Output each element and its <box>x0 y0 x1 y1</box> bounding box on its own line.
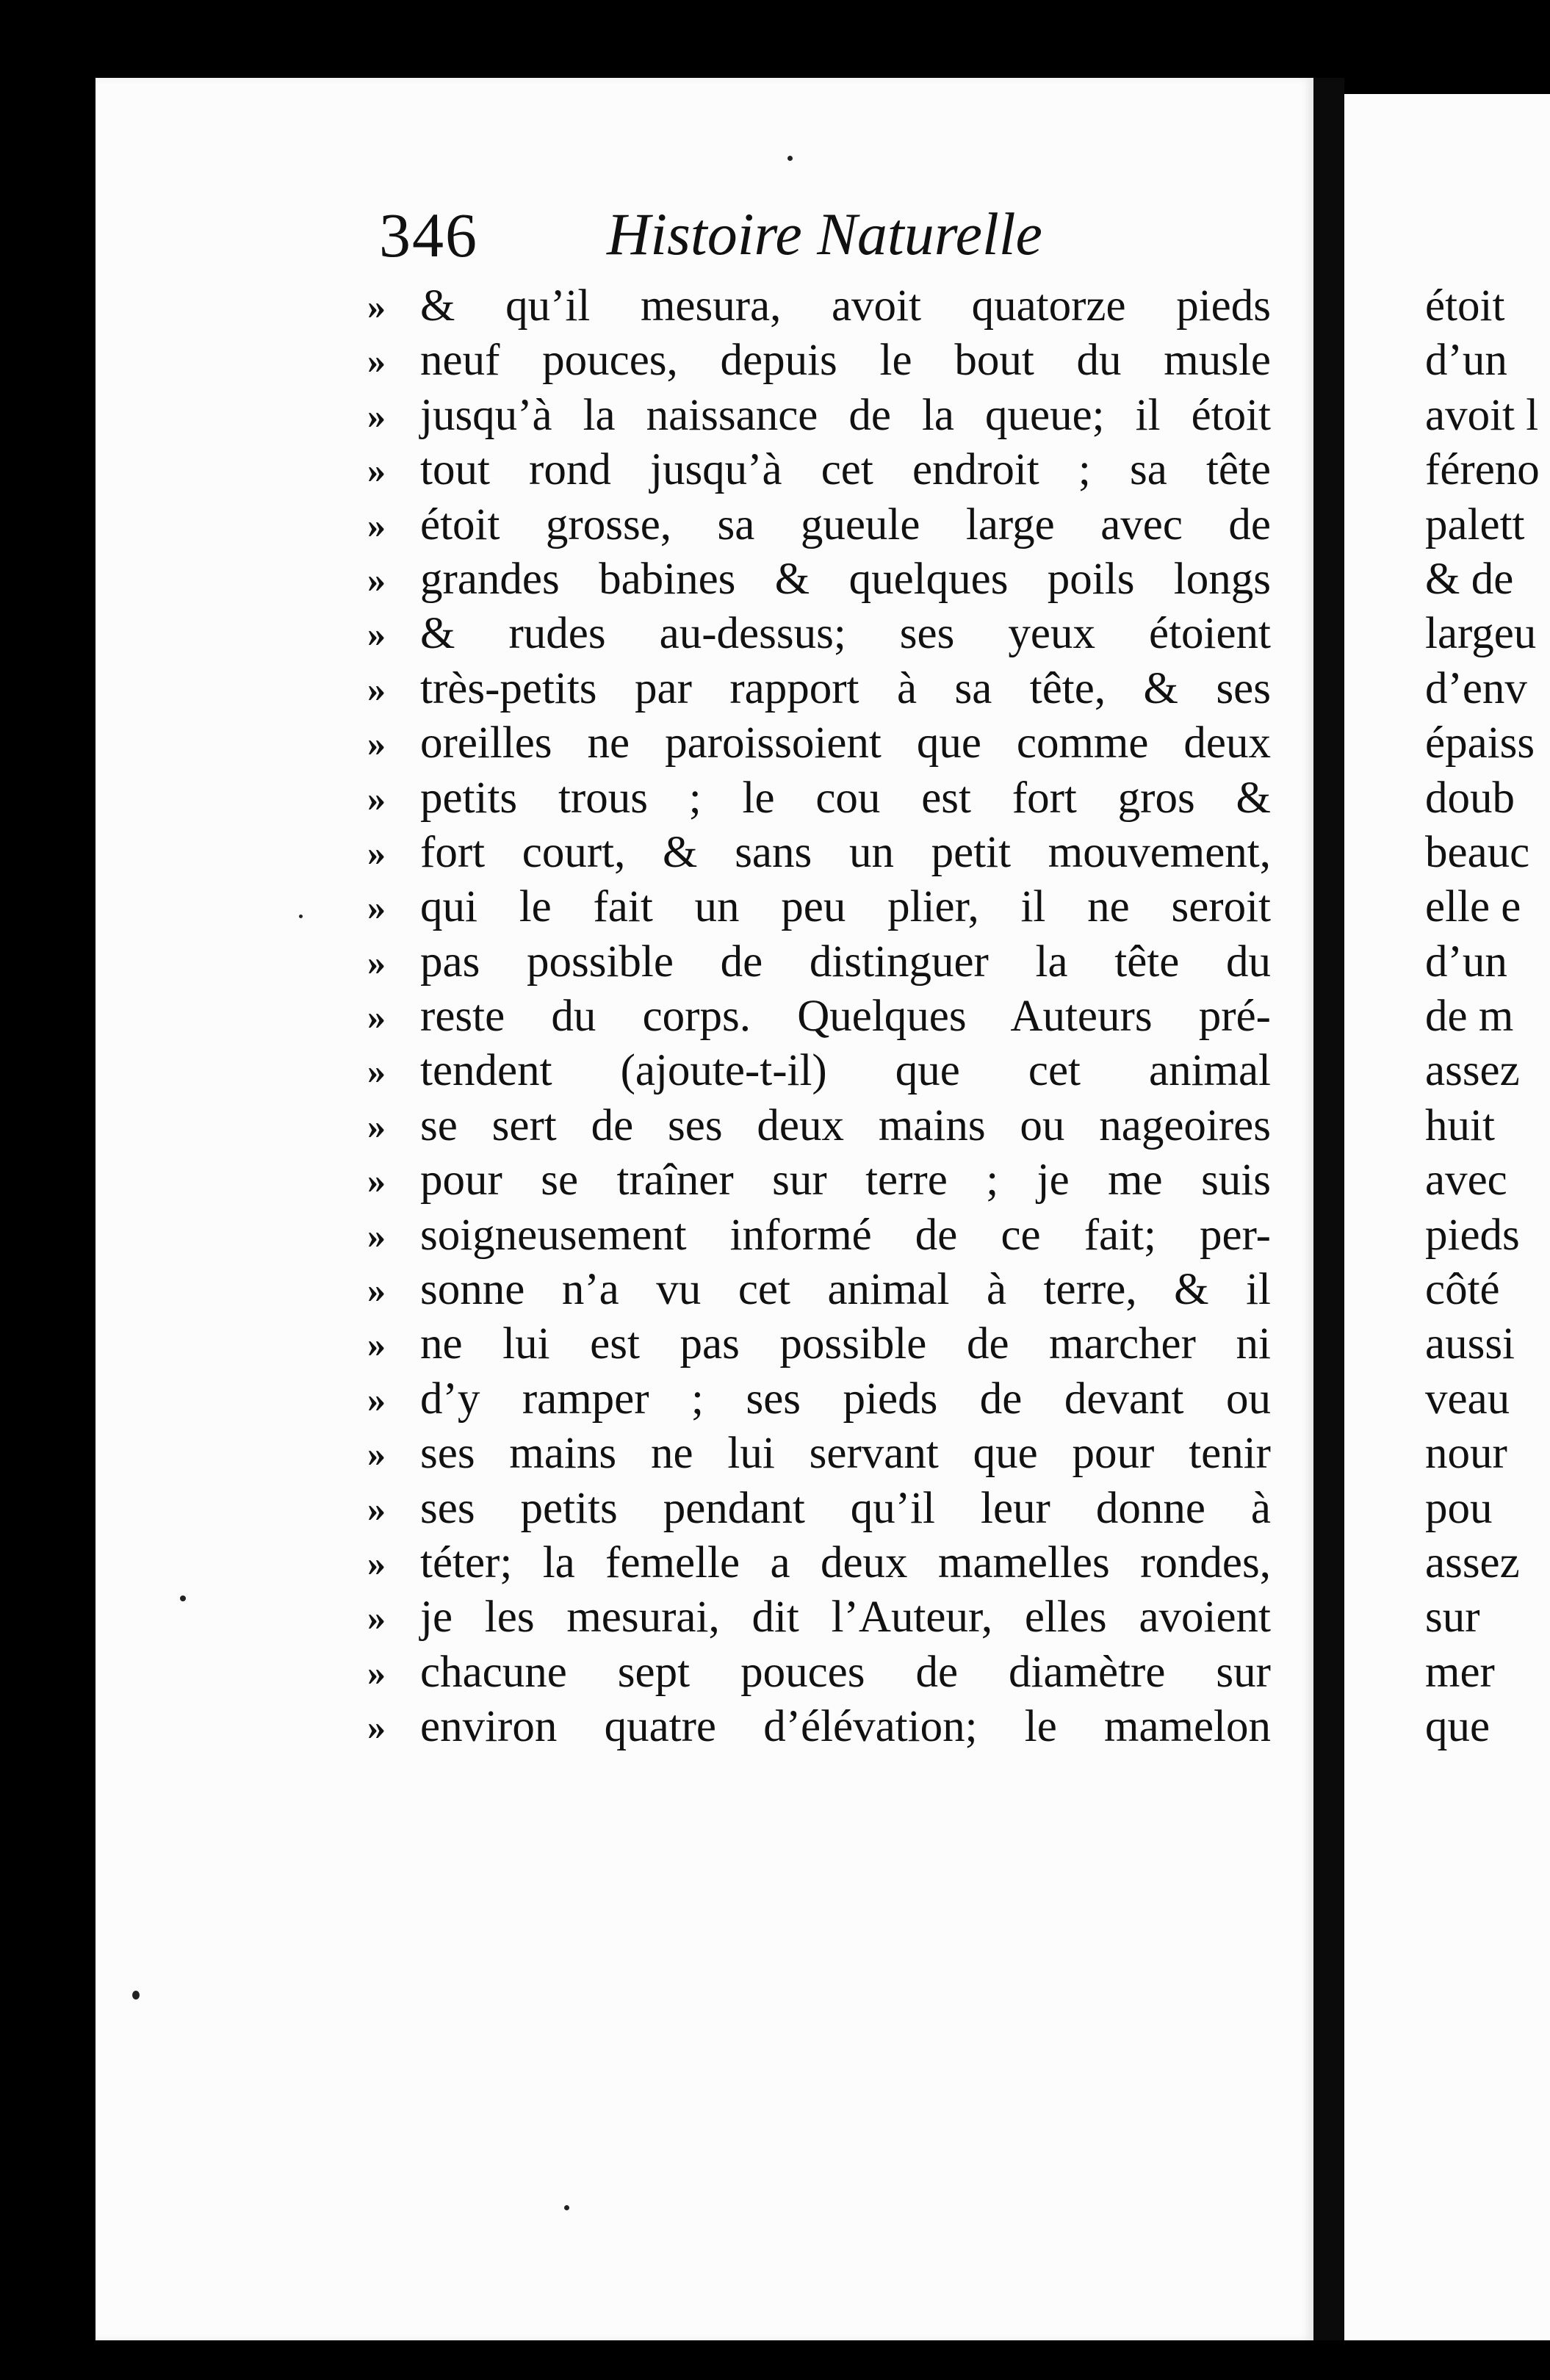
line-text: reste du corps. Quelques Auteurs pré- <box>420 992 1271 1042</box>
quotation-mark: » <box>367 1597 386 1639</box>
quotation-mark: » <box>367 1706 386 1748</box>
line-text: & rudes au-dessus; ses yeux étoient <box>420 609 1271 659</box>
line-text: étoit grosse, sa gueule large avec de <box>420 500 1271 549</box>
line-text: grandes babines & quelques poils longs <box>420 554 1271 604</box>
text-line <box>367 443 1271 497</box>
quotation-mark: » <box>367 613 386 655</box>
text-line <box>367 771 1271 826</box>
facing-line-fragment: veau <box>1425 1374 1510 1424</box>
quotation-mark: » <box>367 887 386 928</box>
quotation-mark: » <box>367 1378 386 1420</box>
facing-line-fragment: elle e <box>1425 882 1521 932</box>
text-line <box>367 1372 1271 1427</box>
text-line <box>367 989 1271 1044</box>
text-line <box>367 1590 1271 1645</box>
text-line <box>367 826 1271 880</box>
facing-line-fragment: sur <box>1425 1593 1480 1642</box>
facing-line-fragment: d’un <box>1425 937 1507 987</box>
quotation-mark: » <box>367 1269 386 1311</box>
text-line <box>367 880 1271 934</box>
quotation-mark: » <box>367 1214 386 1256</box>
text-line <box>367 333 1271 388</box>
quotation-mark: » <box>367 1324 386 1366</box>
line-text: oreilles ne paroissoient que comme deux <box>420 718 1271 768</box>
facing-line-fragment: aussi <box>1425 1319 1515 1369</box>
facing-line-fragment: d’env <box>1425 663 1527 713</box>
text-line <box>367 716 1271 771</box>
facing-line-fragment: doub <box>1425 773 1515 823</box>
text-line <box>367 1317 1271 1371</box>
quotation-mark: » <box>367 558 386 600</box>
facing-line-fragment: pou <box>1425 1483 1493 1533</box>
line-text: ses mains ne lui servant que pour tenir <box>420 1429 1271 1479</box>
line-text: chacune sept pouces de diamètre sur <box>420 1647 1271 1697</box>
facing-line-fragment: assez <box>1425 1537 1520 1587</box>
body-text <box>367 279 1271 1755</box>
scan-speck <box>180 1595 186 1601</box>
quotation-mark: » <box>367 394 386 436</box>
line-text: fort court, & sans un petit mouvement, <box>420 827 1271 877</box>
line-text: pour se traîner sur terre ; je me suis <box>420 1155 1271 1205</box>
quotation-mark: » <box>367 286 386 327</box>
running-title: Histoire Naturelle <box>607 201 1042 267</box>
line-text: très-petits par rapport à sa tête, & ses <box>420 663 1271 713</box>
text-line <box>367 1536 1271 1590</box>
line-text: environ quatre d’élévation; le mamelon <box>420 1702 1271 1752</box>
quotation-mark: » <box>367 832 386 873</box>
facing-line-fragment: côté <box>1425 1265 1500 1315</box>
text-line <box>367 1700 1271 1754</box>
facing-line-fragment: largeu <box>1425 609 1537 659</box>
facing-line-fragment: assez <box>1425 1046 1520 1096</box>
facing-line-fragment: palett <box>1425 500 1525 549</box>
text-line <box>367 1263 1271 1317</box>
quotation-mark: » <box>367 996 386 1038</box>
text-line <box>367 1208 1271 1263</box>
facing-line-fragment: épaiss <box>1425 718 1535 768</box>
quotation-mark: » <box>367 1050 386 1092</box>
line-text: sonne n’a vu cet animal à terre, & il <box>420 1265 1271 1315</box>
quotation-mark: » <box>367 1433 386 1475</box>
facing-line-fragment: beauc <box>1425 827 1530 877</box>
text-line <box>367 607 1271 661</box>
text-line <box>367 389 1271 443</box>
quotation-mark: » <box>367 1488 386 1529</box>
line-text: jusqu’à la naissance de la queue; il étoit <box>420 390 1271 440</box>
quotation-mark: » <box>367 504 386 546</box>
quotation-mark: » <box>367 340 386 382</box>
scan-speck <box>299 915 303 918</box>
line-text: soigneusement informé de ce fait; per- <box>420 1210 1271 1260</box>
quotation-mark: » <box>367 941 386 983</box>
book-gutter <box>1313 78 1344 2340</box>
text-line <box>367 1482 1271 1536</box>
facing-line-fragment: étoit <box>1425 281 1505 331</box>
quotation-mark: » <box>367 723 386 765</box>
line-text: qui le fait un peu plier, il ne seroit <box>420 882 1271 932</box>
line-text: neuf pouces, depuis le bout du musle <box>420 336 1271 386</box>
quotation-mark: » <box>367 450 386 491</box>
line-text: se sert de ses deux mains ou nageoires <box>420 1100 1271 1150</box>
quotation-mark: » <box>367 1651 386 1693</box>
text-line <box>367 279 1271 333</box>
text-line <box>367 498 1271 552</box>
text-line <box>367 1044 1271 1098</box>
scan-speck <box>132 1991 140 1999</box>
line-text: pas possible de distinguer la tête du <box>420 937 1271 987</box>
text-line <box>367 552 1271 607</box>
facing-line-fragment: huit <box>1425 1100 1495 1150</box>
facing-line-fragment: de m <box>1425 992 1514 1042</box>
scan-speck <box>564 2205 569 2210</box>
facing-line-fragment: avec <box>1425 1155 1507 1205</box>
quotation-mark: » <box>367 1542 386 1584</box>
facing-line-fragment: & de <box>1425 554 1514 604</box>
scan-speck <box>787 156 793 161</box>
page-number: 346 <box>379 200 478 270</box>
facing-line-fragment: d’un <box>1425 336 1507 386</box>
line-text: je les mesurai, dit l’Auteur, elles avoient <box>420 1593 1271 1642</box>
text-line <box>367 662 1271 716</box>
facing-page-text <box>1425 279 1550 1755</box>
facing-line-fragment: que <box>1425 1702 1490 1752</box>
facing-line-fragment: avoit l <box>1425 390 1539 440</box>
text-line <box>367 935 1271 989</box>
text-line <box>367 1153 1271 1208</box>
line-text: & qu’il mesura, avoit quatorze pieds <box>420 281 1271 331</box>
facing-line-fragment: féreno <box>1425 445 1540 495</box>
facing-line-fragment: nour <box>1425 1429 1507 1479</box>
line-text: tendent (ajoute-t-il) que cet animal <box>420 1046 1271 1096</box>
text-line <box>367 1645 1271 1700</box>
page-header <box>379 198 1261 279</box>
line-text: d’y ramper ; ses pieds de devant ou <box>420 1374 1271 1424</box>
quotation-mark: » <box>367 777 386 819</box>
facing-line-fragment: mer <box>1425 1647 1495 1697</box>
text-line <box>367 1099 1271 1153</box>
quotation-mark: » <box>367 668 386 710</box>
facing-line-fragment: pieds <box>1425 1210 1520 1260</box>
line-text: téter; la femelle a deux mamelles rondes, <box>420 1537 1271 1587</box>
line-text: ne lui est pas possible de marcher ni <box>420 1319 1271 1369</box>
line-text: ses petits pendant qu’il leur donne à <box>420 1483 1271 1533</box>
line-text: tout rond jusqu’à cet endroit ; sa tête <box>420 445 1271 495</box>
quotation-mark: » <box>367 1105 386 1147</box>
line-text: petits trous ; le cou est fort gros & <box>420 773 1271 823</box>
quotation-mark: » <box>367 1160 386 1202</box>
text-line <box>367 1427 1271 1481</box>
